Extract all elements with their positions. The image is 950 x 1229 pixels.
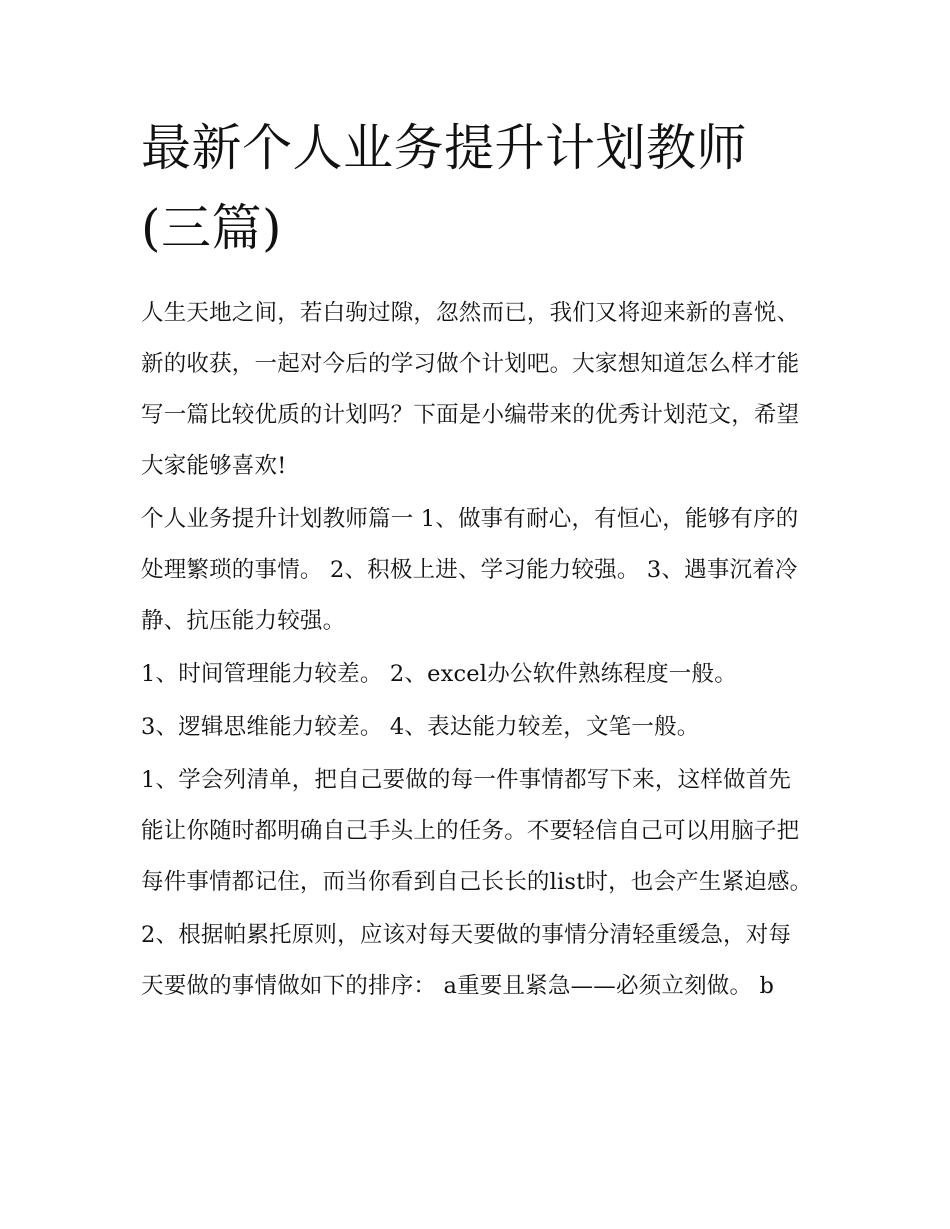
paragraph-plan-pareto: 2、根据帕累托原则，应该对每天要做的事情分清轻重缓急，对每天要做的事情做如下的排序： a重要且紧急——必须立刻做。 b — [141, 922, 792, 999]
paragraph-strengths: 个人业务提升计划教师篇一 1、做事有耐心，有恒心，能够有序的处理繁琐的事情。 2、积极上进、学习能力较强。 3、遇事沉着冷静、抗压能力较强。 — [141, 506, 799, 634]
document-body — [141, 108, 813, 1014]
paragraph-plan-list: 1、学会列清单，把自己要做的每一件事情都写下来，这样做首先能让你随时都明确自己手头上的任务。不要轻信自己可以用脑子把每件事情都记住，而当你看到自己长长的list时，也会产生紧迫感。 — [141, 767, 813, 895]
document-title: 最新个人业务提升计划教师(三篇) — [141, 119, 747, 257]
paragraph-weakness-1: 1、时间管理能力较差。 2、excel办公软件熟练程度一般。 — [141, 661, 737, 687]
paragraph-weakness-2: 3、逻辑思维能力较差。 4、表达能力较差，文笔一般。 — [141, 714, 700, 740]
paragraph-intro: 人生天地之间，若白驹过隙，忽然而已，我们又将迎来新的喜悦、新的收获，一起对今后的学习做个计划吧。大家想知道怎么样才能写一篇比较优质的计划吗？下面是小编带来的优秀计划范文，希望大家能够喜欢! — [141, 300, 800, 479]
